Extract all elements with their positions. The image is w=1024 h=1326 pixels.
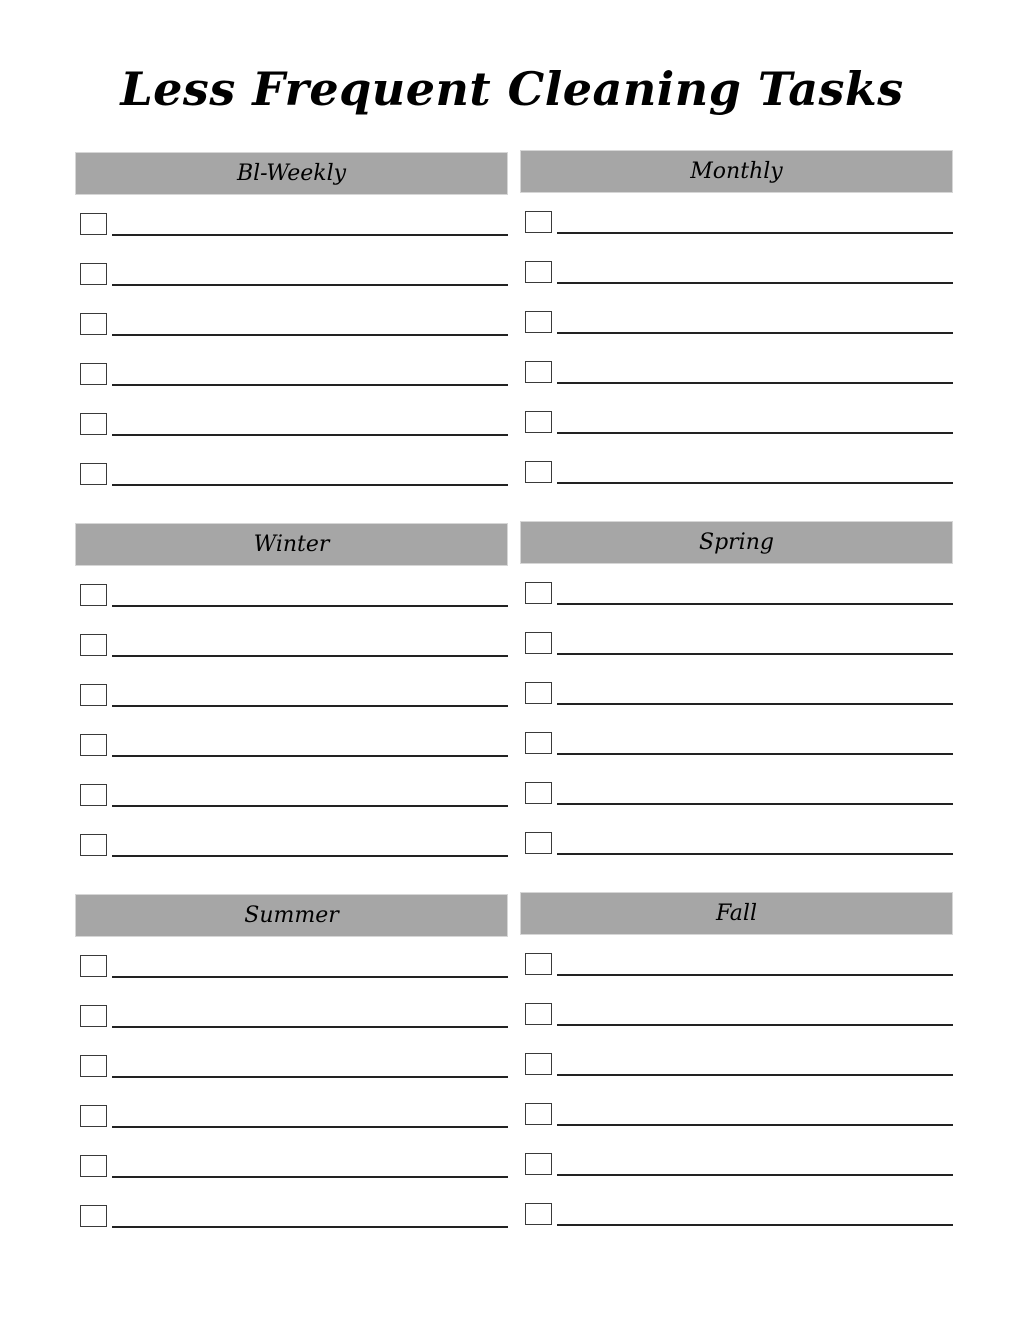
write-line	[112, 334, 508, 336]
task-checkbox[interactable]	[525, 261, 552, 283]
write-line	[557, 332, 953, 334]
task-input[interactable]	[112, 834, 508, 856]
task-row	[75, 1205, 508, 1229]
task-row	[520, 361, 953, 385]
task-row	[75, 1055, 508, 1079]
write-line	[557, 753, 953, 755]
task-checkbox[interactable]	[80, 955, 107, 977]
task-row	[75, 734, 508, 758]
write-line	[112, 705, 508, 707]
write-line	[557, 653, 953, 655]
write-line	[112, 1076, 508, 1078]
task-checkbox[interactable]	[525, 211, 552, 233]
task-row	[520, 311, 953, 335]
task-row	[520, 461, 953, 485]
page-title: Less Frequent Cleaning Tasks	[120, 62, 904, 116]
write-line	[557, 382, 953, 384]
task-input[interactable]	[557, 732, 953, 754]
task-row	[520, 1153, 953, 1177]
task-checkbox[interactable]	[525, 311, 552, 333]
task-row	[75, 684, 508, 708]
write-line	[112, 484, 508, 486]
task-input[interactable]	[112, 463, 508, 485]
section-header	[75, 894, 508, 937]
task-row	[75, 263, 508, 287]
task-input[interactable]	[557, 1053, 953, 1075]
task-input[interactable]	[112, 734, 508, 756]
task-input[interactable]	[112, 1155, 508, 1177]
section-spring	[520, 521, 953, 564]
task-input[interactable]	[112, 1055, 508, 1077]
task-input[interactable]	[112, 684, 508, 706]
task-input[interactable]	[557, 1003, 953, 1025]
section-summer	[75, 894, 508, 937]
section-winter	[75, 523, 508, 566]
task-input[interactable]	[557, 461, 953, 483]
task-checkbox[interactable]	[80, 1205, 107, 1227]
task-input[interactable]	[557, 361, 953, 383]
task-input[interactable]	[557, 211, 953, 233]
task-input[interactable]	[112, 1005, 508, 1027]
task-checkbox[interactable]	[80, 263, 107, 285]
task-checkbox[interactable]	[80, 413, 107, 435]
task-checkbox[interactable]	[80, 584, 107, 606]
task-row	[75, 634, 508, 658]
section-header	[520, 892, 953, 935]
task-checkbox[interactable]	[80, 213, 107, 235]
section-header	[520, 521, 953, 564]
task-checkbox[interactable]	[80, 1155, 107, 1177]
write-line	[112, 976, 508, 978]
task-row	[520, 582, 953, 606]
write-line	[557, 432, 953, 434]
task-checkbox[interactable]	[80, 634, 107, 656]
task-row	[520, 782, 953, 806]
write-line	[112, 1126, 508, 1128]
write-line	[112, 805, 508, 807]
task-input[interactable]	[557, 632, 953, 654]
task-input[interactable]	[112, 413, 508, 435]
task-row	[75, 1005, 508, 1029]
write-line	[557, 1024, 953, 1026]
task-row	[520, 211, 953, 235]
task-input[interactable]	[557, 1103, 953, 1125]
task-row	[75, 834, 508, 858]
task-checkbox[interactable]	[80, 1055, 107, 1077]
write-line	[112, 655, 508, 657]
task-input[interactable]	[112, 584, 508, 606]
write-line	[112, 605, 508, 607]
write-line	[557, 803, 953, 805]
section-fall	[520, 892, 953, 935]
write-line	[557, 482, 953, 484]
section-header	[75, 523, 508, 566]
write-line	[112, 855, 508, 857]
task-input[interactable]	[557, 682, 953, 704]
write-line	[557, 1174, 953, 1176]
write-line	[557, 974, 953, 976]
write-line	[557, 853, 953, 855]
task-checkbox[interactable]	[525, 732, 552, 754]
task-checkbox[interactable]	[80, 1005, 107, 1027]
write-line	[112, 434, 508, 436]
task-row	[520, 682, 953, 706]
task-row	[75, 413, 508, 437]
task-row	[75, 363, 508, 387]
task-checkbox[interactable]	[525, 682, 552, 704]
task-input[interactable]	[557, 832, 953, 854]
task-row	[75, 463, 508, 487]
task-input[interactable]	[557, 1153, 953, 1175]
task-input[interactable]	[112, 313, 508, 335]
task-input[interactable]	[112, 784, 508, 806]
task-checkbox[interactable]	[80, 834, 107, 856]
task-input[interactable]	[112, 263, 508, 285]
write-line	[112, 384, 508, 386]
task-row	[75, 1105, 508, 1129]
task-row	[520, 411, 953, 435]
task-row	[75, 313, 508, 337]
task-input[interactable]	[557, 1203, 953, 1225]
task-row	[520, 632, 953, 656]
task-input[interactable]	[112, 955, 508, 977]
task-row	[520, 1053, 953, 1077]
task-checkbox[interactable]	[525, 1053, 552, 1075]
write-line	[557, 1124, 953, 1126]
task-checkbox[interactable]	[525, 1153, 552, 1175]
task-checkbox[interactable]	[80, 313, 107, 335]
write-line	[557, 232, 953, 234]
task-checkbox[interactable]	[80, 363, 107, 385]
task-row	[75, 955, 508, 979]
task-row	[520, 1203, 953, 1227]
task-input[interactable]	[557, 953, 953, 975]
task-checkbox[interactable]	[80, 463, 107, 485]
task-input[interactable]	[112, 634, 508, 656]
task-checkbox[interactable]	[525, 1003, 552, 1025]
write-line	[112, 284, 508, 286]
task-checkbox[interactable]	[525, 1203, 552, 1225]
task-row	[75, 213, 508, 237]
write-line	[557, 603, 953, 605]
task-input[interactable]	[557, 582, 953, 604]
task-row	[520, 261, 953, 285]
task-row	[520, 732, 953, 756]
section-title: Spring	[699, 530, 774, 555]
task-input[interactable]	[557, 311, 953, 333]
write-line	[112, 1226, 508, 1228]
task-row	[520, 832, 953, 856]
task-checkbox[interactable]	[525, 1103, 552, 1125]
task-checkbox[interactable]	[80, 684, 107, 706]
section-monthly	[520, 150, 953, 193]
write-line	[112, 755, 508, 757]
write-line	[112, 234, 508, 236]
section-header	[75, 152, 508, 195]
task-checkbox[interactable]	[525, 632, 552, 654]
write-line	[557, 703, 953, 705]
section-title: Winter	[253, 532, 330, 557]
task-row	[520, 1103, 953, 1127]
task-row	[75, 584, 508, 608]
task-checkbox[interactable]	[525, 361, 552, 383]
section-title: Monthly	[690, 159, 783, 184]
task-row	[75, 784, 508, 808]
task-checkbox[interactable]	[80, 784, 107, 806]
task-checkbox[interactable]	[80, 1105, 107, 1127]
task-input[interactable]	[112, 1205, 508, 1227]
task-checkbox[interactable]	[525, 582, 552, 604]
write-line	[557, 1224, 953, 1226]
write-line	[112, 1176, 508, 1178]
task-row	[520, 1003, 953, 1027]
task-checkbox[interactable]	[80, 734, 107, 756]
task-input[interactable]	[557, 411, 953, 433]
task-checkbox[interactable]	[525, 832, 552, 854]
write-line	[112, 1026, 508, 1028]
task-row	[520, 953, 953, 977]
section-header	[520, 150, 953, 193]
task-input[interactable]	[112, 1105, 508, 1127]
section-title: Bl-Weekly	[236, 161, 347, 186]
task-input[interactable]	[557, 782, 953, 804]
task-checkbox[interactable]	[525, 461, 552, 483]
task-input[interactable]	[112, 363, 508, 385]
task-input[interactable]	[112, 213, 508, 235]
task-checkbox[interactable]	[525, 953, 552, 975]
task-checkbox[interactable]	[525, 411, 552, 433]
write-line	[557, 1074, 953, 1076]
task-input[interactable]	[557, 261, 953, 283]
write-line	[557, 282, 953, 284]
task-row	[75, 1155, 508, 1179]
task-checkbox[interactable]	[525, 782, 552, 804]
section-bi-weekly	[75, 152, 508, 195]
section-title: Summer	[244, 903, 339, 928]
section-title: Fall	[716, 901, 757, 926]
